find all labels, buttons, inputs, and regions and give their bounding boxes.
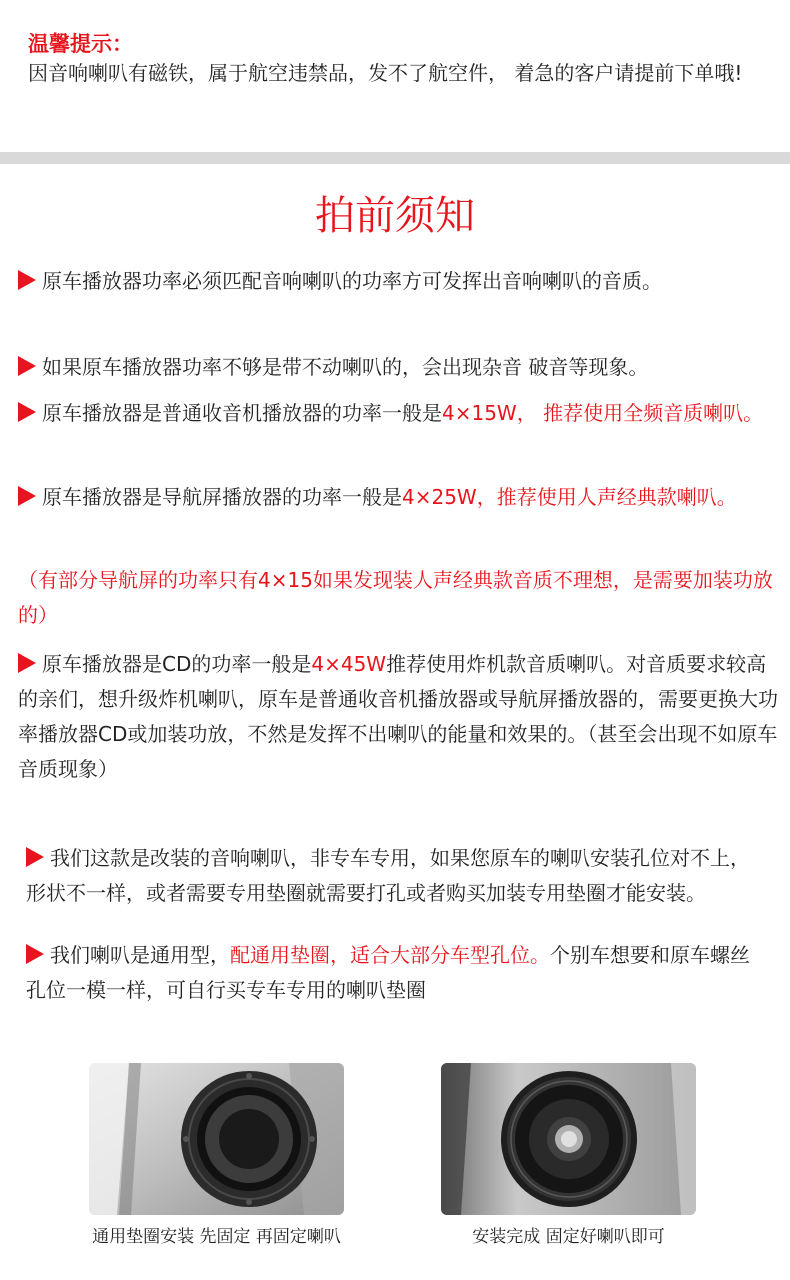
item-text: 原车播放器是导航屏播放器的功率一般是	[42, 485, 402, 509]
item-highlight: 4×45W	[311, 652, 387, 676]
triangle-bullet-icon	[18, 356, 36, 376]
spacer-ring-photo-image	[89, 1063, 344, 1215]
triangle-bullet-icon	[18, 486, 36, 506]
section-title: 拍前须知	[315, 193, 475, 239]
notice-body: 因音响喇叭有磁铁，属于航空违禁品，发不了航空件， 着急的客户请提前下单哦!	[28, 61, 743, 85]
left-photo-caption: 通用垫圈安装 先固定 再固定喇叭	[92, 1227, 341, 1247]
item-highlight: 4×25W，推荐使用人声经典款喇叭。	[402, 485, 737, 509]
item-text: （有部分导航屏的功率只有4×15如果发现装人声经典款音质不理想，是需要加装功放的）	[18, 568, 773, 627]
installed-speaker-photo	[441, 1063, 696, 1215]
triangle-bullet-icon	[18, 270, 36, 290]
spacer-ring-photo	[89, 1063, 344, 1215]
notice-item-2	[18, 350, 780, 385]
notice-box	[28, 30, 768, 88]
notice-item-3	[18, 396, 780, 431]
item-text: 原车播放器功率必须匹配音响喇叭的功率方可发挥出音响喇叭的音质。	[42, 269, 662, 293]
right-photo-caption: 安装完成 固定好喇叭即可	[472, 1227, 665, 1247]
notice-item-6	[18, 647, 780, 787]
item-highlight: 配通用垫圈，适合大部分车型孔位。	[230, 943, 550, 967]
notice-item-4	[18, 480, 780, 515]
notice-item-5	[18, 563, 780, 633]
notice-item-7	[26, 841, 766, 911]
item-text: 个别车想要和原车螺丝孔位一模一样，可自行买专车专用的喇叭垫圈	[26, 943, 750, 1002]
triangle-bullet-icon	[18, 653, 36, 673]
item-text: 我们喇叭是通用型，	[50, 943, 230, 967]
triangle-bullet-icon	[26, 944, 44, 964]
item-text: 原车播放器是CD的功率一般是	[42, 652, 312, 676]
notice-title: 温馨提示：	[28, 32, 133, 56]
installed-speaker-photo-image	[441, 1063, 696, 1215]
item-text: 我们这款是改装的音响喇叭，非专车专用，如果您原车的喇叭安装孔位对不上，形状不一样，或者需要专用垫圈就需要打孔或者购买加装专用垫圈才能安装。	[26, 846, 750, 905]
triangle-bullet-icon	[18, 402, 36, 422]
item-text: 如果原车播放器功率不够是带不动喇叭的，会出现杂音 破音等现象。	[42, 355, 649, 379]
item-text: 推荐使用炸机款音质喇叭。对音质要求较高的亲们，想升级炸机喇叭，原车是普通收音机播放器或导航屏播放器的，需要更换大功率播放器CD或加装功放，不然是发挥不出喇叭的能量和效果的。（甚至会出现不如原车音质现象）	[18, 652, 778, 781]
notice-item-8	[26, 938, 766, 1008]
item-text: 原车播放器是普通收音机播放器的功率一般是	[42, 401, 442, 425]
notice-item-1	[18, 264, 780, 299]
section-divider	[0, 152, 790, 164]
item-highlight: 4×15W， 推荐使用全频音质喇叭。	[442, 401, 764, 425]
triangle-bullet-icon	[26, 847, 44, 867]
